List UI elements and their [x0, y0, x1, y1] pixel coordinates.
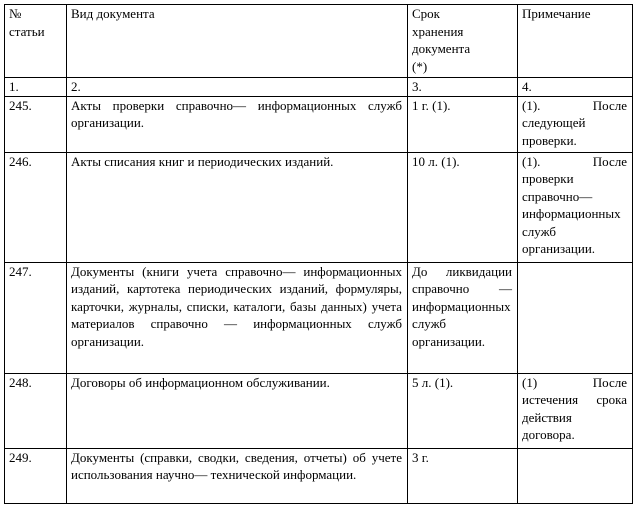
document-type: Документы (справки, сводки, сведения, отчеты) об учете использования научно— технической информации. [67, 448, 408, 503]
storage-period: До ликвидации справочно — информационных служб организации. [408, 262, 518, 373]
table-row [5, 373, 633, 448]
note [518, 448, 633, 503]
document-type: Акты списания книг и периодических изданий. [67, 152, 408, 262]
table-row [5, 448, 633, 503]
numbering-cell: 3. [408, 78, 518, 97]
numbering-cell: 1. [5, 78, 67, 97]
table-row [5, 262, 633, 373]
header-storage-period: Срок хранения документа (*) [408, 5, 518, 78]
header-article-number: № статьи [5, 5, 67, 78]
storage-period: 1 г. (1). [408, 96, 518, 152]
article-number: 245. [5, 96, 67, 152]
document-type: Акты проверки справочно— информационных служб организации. [67, 96, 408, 152]
storage-period: 10 л. (1). [408, 152, 518, 262]
header-row [5, 5, 633, 78]
article-number: 248. [5, 373, 67, 448]
document-table [4, 4, 633, 504]
storage-period: 5 л. (1). [408, 373, 518, 448]
note: (1). После проверки справочно— информационных служб организации. [518, 152, 633, 262]
storage-period: 3 г. [408, 448, 518, 503]
numbering-cell: 2. [67, 78, 408, 97]
article-number: 249. [5, 448, 67, 503]
numbering-row [5, 78, 633, 97]
note: (1) После истечения срока действия договора. [518, 373, 633, 448]
header-document-type: Вид документа [67, 5, 408, 78]
header-note: Примечание [518, 5, 633, 78]
document-type: Договоры об информационном обслуживании. [67, 373, 408, 448]
document-type: Документы (книги учета справочно— информационных изданий, картотека периодических изданий, формуляры, карточки, журналы, списки, каталоги, базы данных) учета материалов справочно — информационных служб организации. [67, 262, 408, 373]
table-row [5, 152, 633, 262]
table-row [5, 96, 633, 152]
note: (1). После следующей проверки. [518, 96, 633, 152]
numbering-cell: 4. [518, 78, 633, 97]
note [518, 262, 633, 373]
article-number: 247. [5, 262, 67, 373]
article-number: 246. [5, 152, 67, 262]
